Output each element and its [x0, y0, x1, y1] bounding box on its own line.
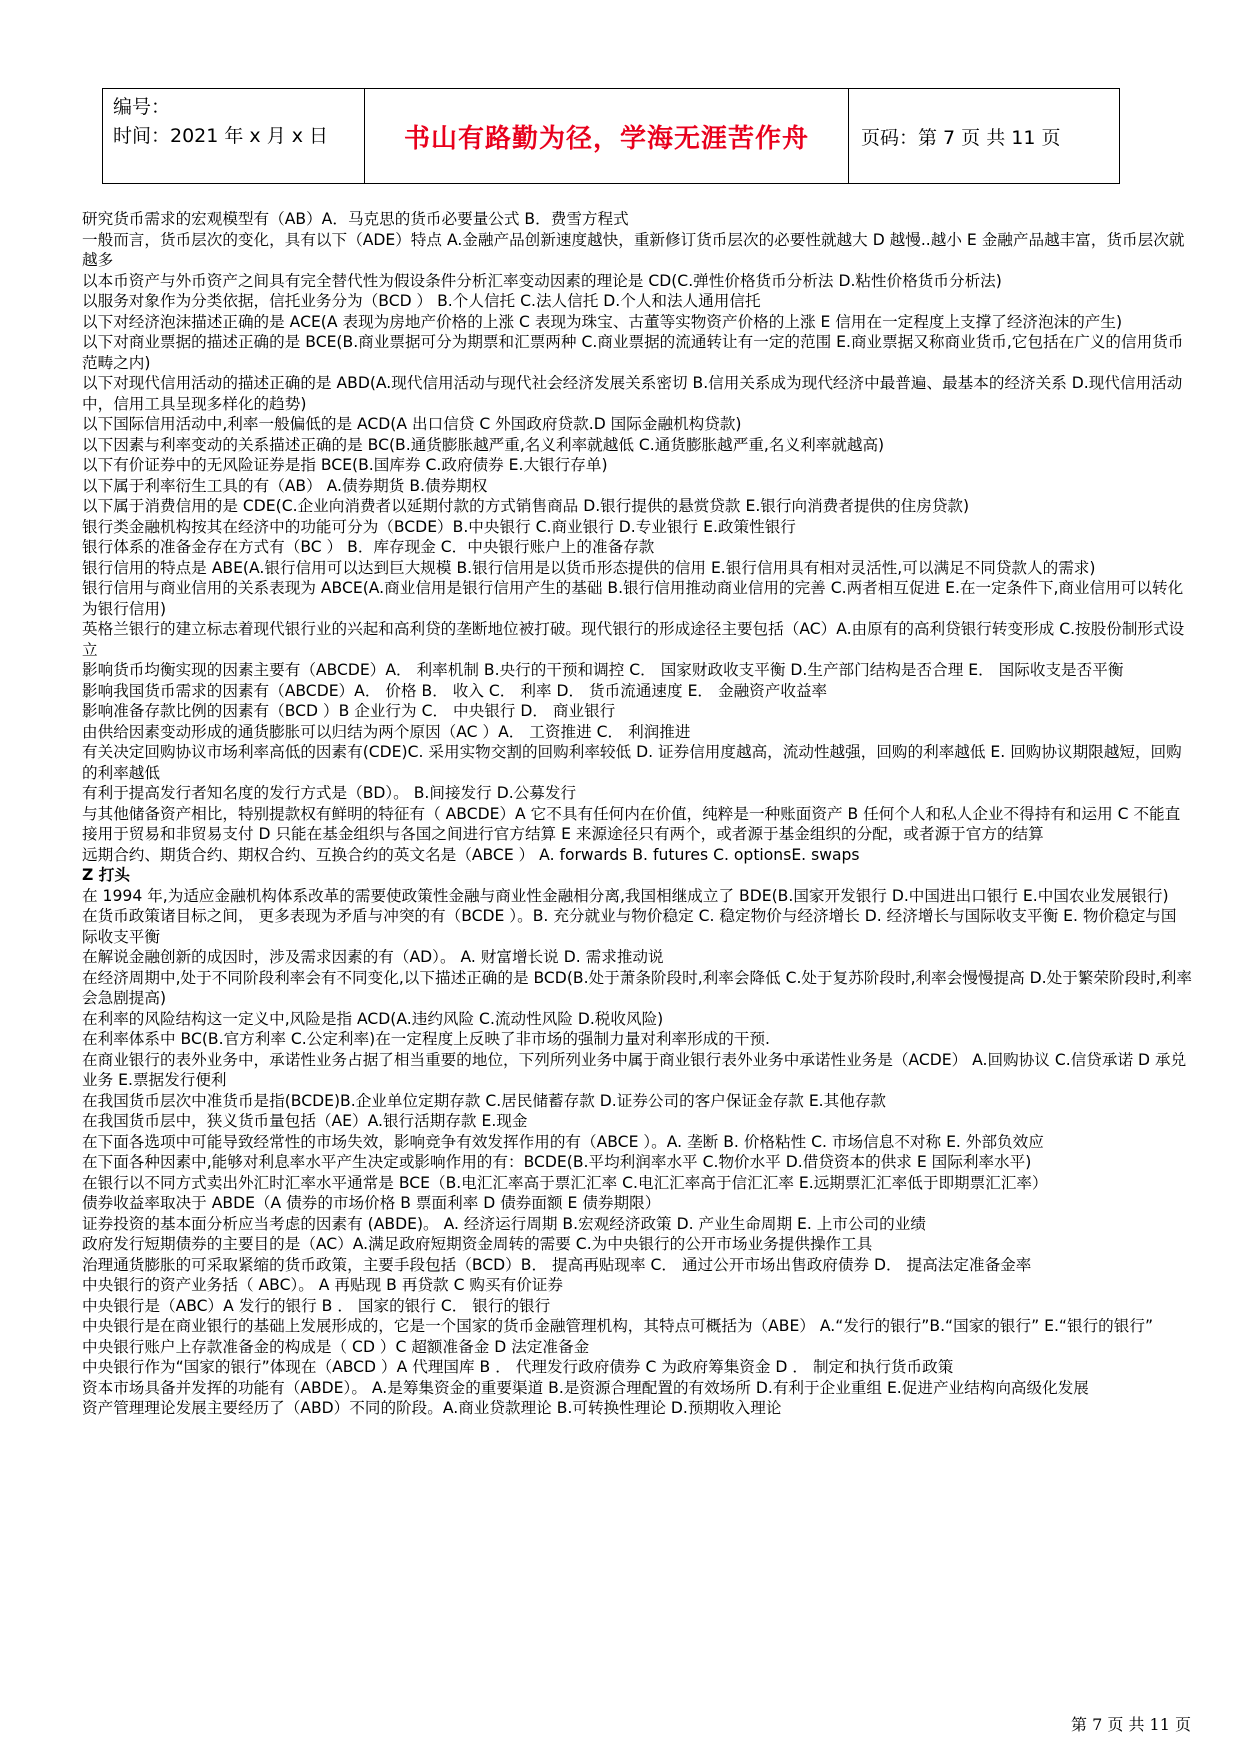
document-number: 编号： — [113, 96, 171, 118]
question-line: 在经济周期中,处于不同阶段利率会有不同变化,以下描述正确的是 BCD(B.处于萧条阶段时,利率会降低 C.处于复苏阶段时,利率会慢慢提高 D.处于繁荣阶段时,利率会急剧提高) — [82, 968, 1192, 1007]
document-body — [82, 209, 1192, 1419]
question-line: 在我国货币层次中准货币是指(BCDE)B.企业单位定期存款 C.居民储蓄存款 D.证券公司的客户保证金存款 E.其他存款 — [82, 1091, 887, 1110]
question-line: 在 1994 年,为适应金融机构体系改革的需要使政策性金融与商业性金融相分离,我国相继成立了 BDE(B.国家开发银行 D.中国进出口银行 E.中国农业发展银行) — [82, 886, 1169, 905]
question-line: 在货币政策诸目标之间， 更多表现为矛盾与冲突的有（BCDE ）。B. 充分就业与物价稳定 C. 稳定物价与经济增长 D. 经济增长与国际收支平衡 E. 物价稳定与国际收支平衡 — [82, 907, 1177, 946]
question-line: 债券收益率取决于 ABDE（A 债券的市场价格 B 票面利率 D 债券面额 E 债券期限） — [82, 1194, 661, 1212]
question-line: 远期合约、期货合约、期权合约、互换合约的英文名是（ABCE ） A. forwards B. futures C. optionsE. swaps — [82, 845, 860, 864]
question-line: 英格兰银行的建立标志着现代银行业的兴起和高利贷的垄断地位被打破。现代银行的形成途径主要包括（AC）A.由原有的高利贷银行转变形成 C.按股份制形式设立 — [82, 620, 1185, 659]
question-line: 银行体系的准备金存在方式有（BC ） B．库存现金 C．中央银行账户上的准备存款 — [82, 538, 655, 556]
question-line: 中央银行是在商业银行的基础上发展形成的，它是一个国家的货币金融管理机构，其特点可概括为（ABE） A.“发行的银行”B.“国家的银行” E.“银行的银行” — [82, 1317, 1154, 1335]
question-line: 以本币资产与外币资产之间具有完全替代性为假设条件分析汇率变动因素的理论是 CD(C.弹性价格货币分析法 D.粘性价格货币分析法) — [82, 271, 1002, 290]
question-line: 资本市场具备并发挥的功能有（ABDE）。 A.是筹集资金的重要渠道 B.是资源合理配置的有效场所 D.有利于企业重组 E.促进产业结构向高级化发展 — [82, 1378, 1089, 1397]
question-line: 影响我国货币需求的因素有（ABCDE）A． 价格 B． 收入 C． 利率 D． 货币流通速度 E． 金融资产收益率 — [82, 681, 828, 700]
question-line: 在下面各选项中可能导致经常性的市场失效，影响竞争有效发挥作用的有（ABCE ）。A. 垄断 B. 价格粘性 C. 市场信息不对称 E. 外部负效应 — [82, 1132, 1044, 1151]
question-line: 有利于提高发行者知名度的发行方式是（BD）。 B.间接发行 D.公募发行 — [82, 784, 577, 802]
question-line: 有关决定回购协议市场利率高低的因素有(CDE)C. 采用实物交割的回购利率较低 D. 证券信用度越高，流动性越强，回购的利率越低 E. 回购协议期限越短，回购的利率越低 — [82, 743, 1182, 782]
question-line: 在我国货币层中，狭义货币量包括（AE）A.银行活期存款 E.现金 — [82, 1112, 528, 1130]
question-line: 以服务对象作为分类依据，信托业务分为（BCD ） B.个人信托 C.法人信托 D.个人和法人通用信托 — [82, 292, 761, 310]
question-line: 以下因素与利率变动的关系描述正确的是 BC(B.通货膨胀越严重,名义利率就越低 C.通货膨胀越严重,名义利率就越高) — [82, 435, 885, 454]
question-line: 银行信用与商业信用的关系表现为 ABCE(A.商业信用是银行信用产生的基础 B.银行信用推动商业信用的完善 C.两者相互促进 E.在一定条件下,商业信用可以转化为银行信用) — [82, 579, 1184, 618]
question-line: 中央银行作为“国家的银行”体现在（ABCD ）A 代理国库 B ． 代理发行政府债券 C 为政府筹集资金 D ． 制定和执行货币政策 — [82, 1358, 954, 1376]
question-line: 以下有价证券中的无风险证券是指 BCE(B.国库券 C.政府债券 E.大银行存单) — [82, 456, 608, 474]
question-line: 资产管理理论发展主要经历了（ABD）不同的阶段。A.商业贷款理论 B.可转换性理论 D.预期收入理论 — [82, 1399, 782, 1417]
question-line: 中央银行是（ABC）A 发行的银行 B ． 国家的银行 C． 银行的银行 — [82, 1296, 551, 1315]
question-line: 与其他储备资产相比，特别提款权有鲜明的特征有（ ABCDE）A 它不具有任何内在价值，纯粹是一种账面资产 B 任何个人和私人企业不得持有和运用 C 不能直接用于贸易和非贸易支付 D 只能在基金组织与各国之间进行官方结算 E 来源途径只有两个，或者源于基金组织的分配，或者源于官方的结算 — [82, 804, 1181, 843]
question-line: 以下对经济泡沫描述正确的是 ACE(A 表现为房地产价格的上涨 C 表现为珠宝、古董等实物资产价格的上涨 E 信用在一定程度上支撑了经济泡沫的产生) — [82, 312, 1123, 331]
header-motto: 书山有路勤为径，学海无涯苦作舟 — [365, 89, 849, 183]
question-line: 影响准备存款比例的因素有（BCD ）B 企业行为 C． 中央银行 D． 商业银行 — [82, 702, 616, 720]
question-line: 以下国际信用活动中,利率一般偏低的是 ACD(A 出口信贷 C 外国政府贷款.D 国际金融机构贷款) — [82, 415, 742, 433]
question-line: 在下面各种因素中,能够对利息率水平产生决定或影响作用的有：BCDE(B.平均利润率水平 C.物价水平 D.借贷资本的供求 E 国际利率水平) — [82, 1153, 1032, 1171]
question-line: 在商业银行的表外业务中，承诺性业务占据了相当重要的地位，下列所列业务中属于商业银行表外业务中承诺性业务是（ACDE） A.回购协议 C.信贷承诺 D 承兑业务 E.票据发行便利 — [82, 1050, 1187, 1089]
question-line: 在解说金融创新的成因时，涉及需求因素的有（AD）。 A. 财富增长说 D. 需求推动说 — [82, 948, 664, 966]
question-line: 研究货币需求的宏观模型有（AB）A．马克思的货币必要量公式 B．费雪方程式 — [82, 210, 629, 228]
question-line: 以下属于消费信用的是 CDE(C.企业向消费者以延期付款的方式销售商品 D.银行提供的悬赏贷款 E.银行向消费者提供的住房贷款) — [82, 497, 970, 515]
question-line: 在银行以不同方式卖出外汇时汇率水平通常是 BCE（B.电汇汇率高于票汇汇率 C.电汇汇率高于信汇汇率 E.远期票汇汇率低于即期票汇汇率） — [82, 1173, 1048, 1192]
question-line: 在利率体系中 BC(B.官方利率 C.公定利率)在一定程度上反映了非市场的强制力量对利率形成的干预. — [82, 1030, 771, 1048]
question-line: 影响货币均衡实现的因素主要有（ABCDE）A． 利率机制 B.央行的干预和调控 C． 国家财政收支平衡 D.生产部门结构是否合理 E． 国际收支是否平衡 — [82, 661, 1124, 679]
question-line: 以下对现代信用活动的描述正确的是 ABD(A.现代信用活动与现代社会经济发展关系密切 B.信用关系成为现代经济中最普遍、最基本的经济关系 D.现代信用活动中，信用工具呈现多样化的趋势) — [82, 374, 1183, 413]
question-line: 一般而言，货币层次的变化，具有以下（ADE）特点 A.金融产品创新速度越快，重新修订货币层次的必要性就越大 D 越慢..越小 E 金融产品越丰富，货币层次就越多 — [82, 230, 1185, 269]
document-date: 时间：2021 年 x 月 x 日 — [113, 125, 329, 147]
question-line: 治理通货膨胀的可采取紧缩的货币政策，主要手段包括（BCD）B． 提高再贴现率 C． 通过公开市场出售政府债券 D． 提高法定准备金率 — [82, 1255, 1032, 1274]
section-heading: Z 打头 — [82, 866, 130, 884]
page-header — [102, 88, 1120, 184]
question-line: 证券投资的基本面分析应当考虑的因素有 (ABDE)。 A. 经济运行周期 B.宏观经济政策 D. 产业生命周期 E. 上市公司的业绩 — [82, 1214, 926, 1233]
page-footer: 第 7 页 共 11 页 — [1071, 1715, 1191, 1734]
question-line: 中央银行的资产业务括（ ABC）。 A 再贴现 B 再贷款 C 购买有价证券 — [82, 1276, 563, 1294]
question-line: 由供给因素变动形成的通货膨胀可以归结为两个原因（AC ）A． 工资推进 C． 利润推进 — [82, 722, 691, 741]
header-page-number: 页码：第 7 页 共 11 页 — [861, 126, 1061, 149]
question-line: 在利率的风险结构这一定义中,风险是指 ACD(A.违约风险 C.流动性风险 D.税收风险) — [82, 1009, 664, 1028]
question-line: 以下属于利率衍生工具的有（AB） A.债券期货 B.债券期权 — [82, 476, 488, 495]
question-line: 以下对商业票据的描述正确的是 BCE(B.商业票据可分为期票和汇票两种 C.商业票据的流通转让有一定的范围 E.商业票据又称商业货币,它包括在广义的信用货币范畴之内) — [82, 333, 1184, 372]
question-line: 银行类金融机构按其在经济中的功能可分为（BCDE）B.中央银行 C.商业银行 D.专业银行 E.政策性银行 — [82, 517, 796, 536]
question-line: 银行信用的特点是 ABE(A.银行信用可以达到巨大规模 B.银行信用是以货币形态提供的信用 E.银行信用具有相对灵活性,可以满足不同贷款人的需求) — [82, 558, 1096, 577]
question-line: 中央银行账户上存款准备金的构成是（ CD ）C 超额准备金 D 法定准备金 — [82, 1337, 590, 1356]
question-line: 政府发行短期债券的主要目的是（AC）A.满足政府短期资金周转的需要 C.为中央银行的公开市场业务提供操作工具 — [82, 1235, 873, 1253]
header-meta — [103, 89, 365, 183]
